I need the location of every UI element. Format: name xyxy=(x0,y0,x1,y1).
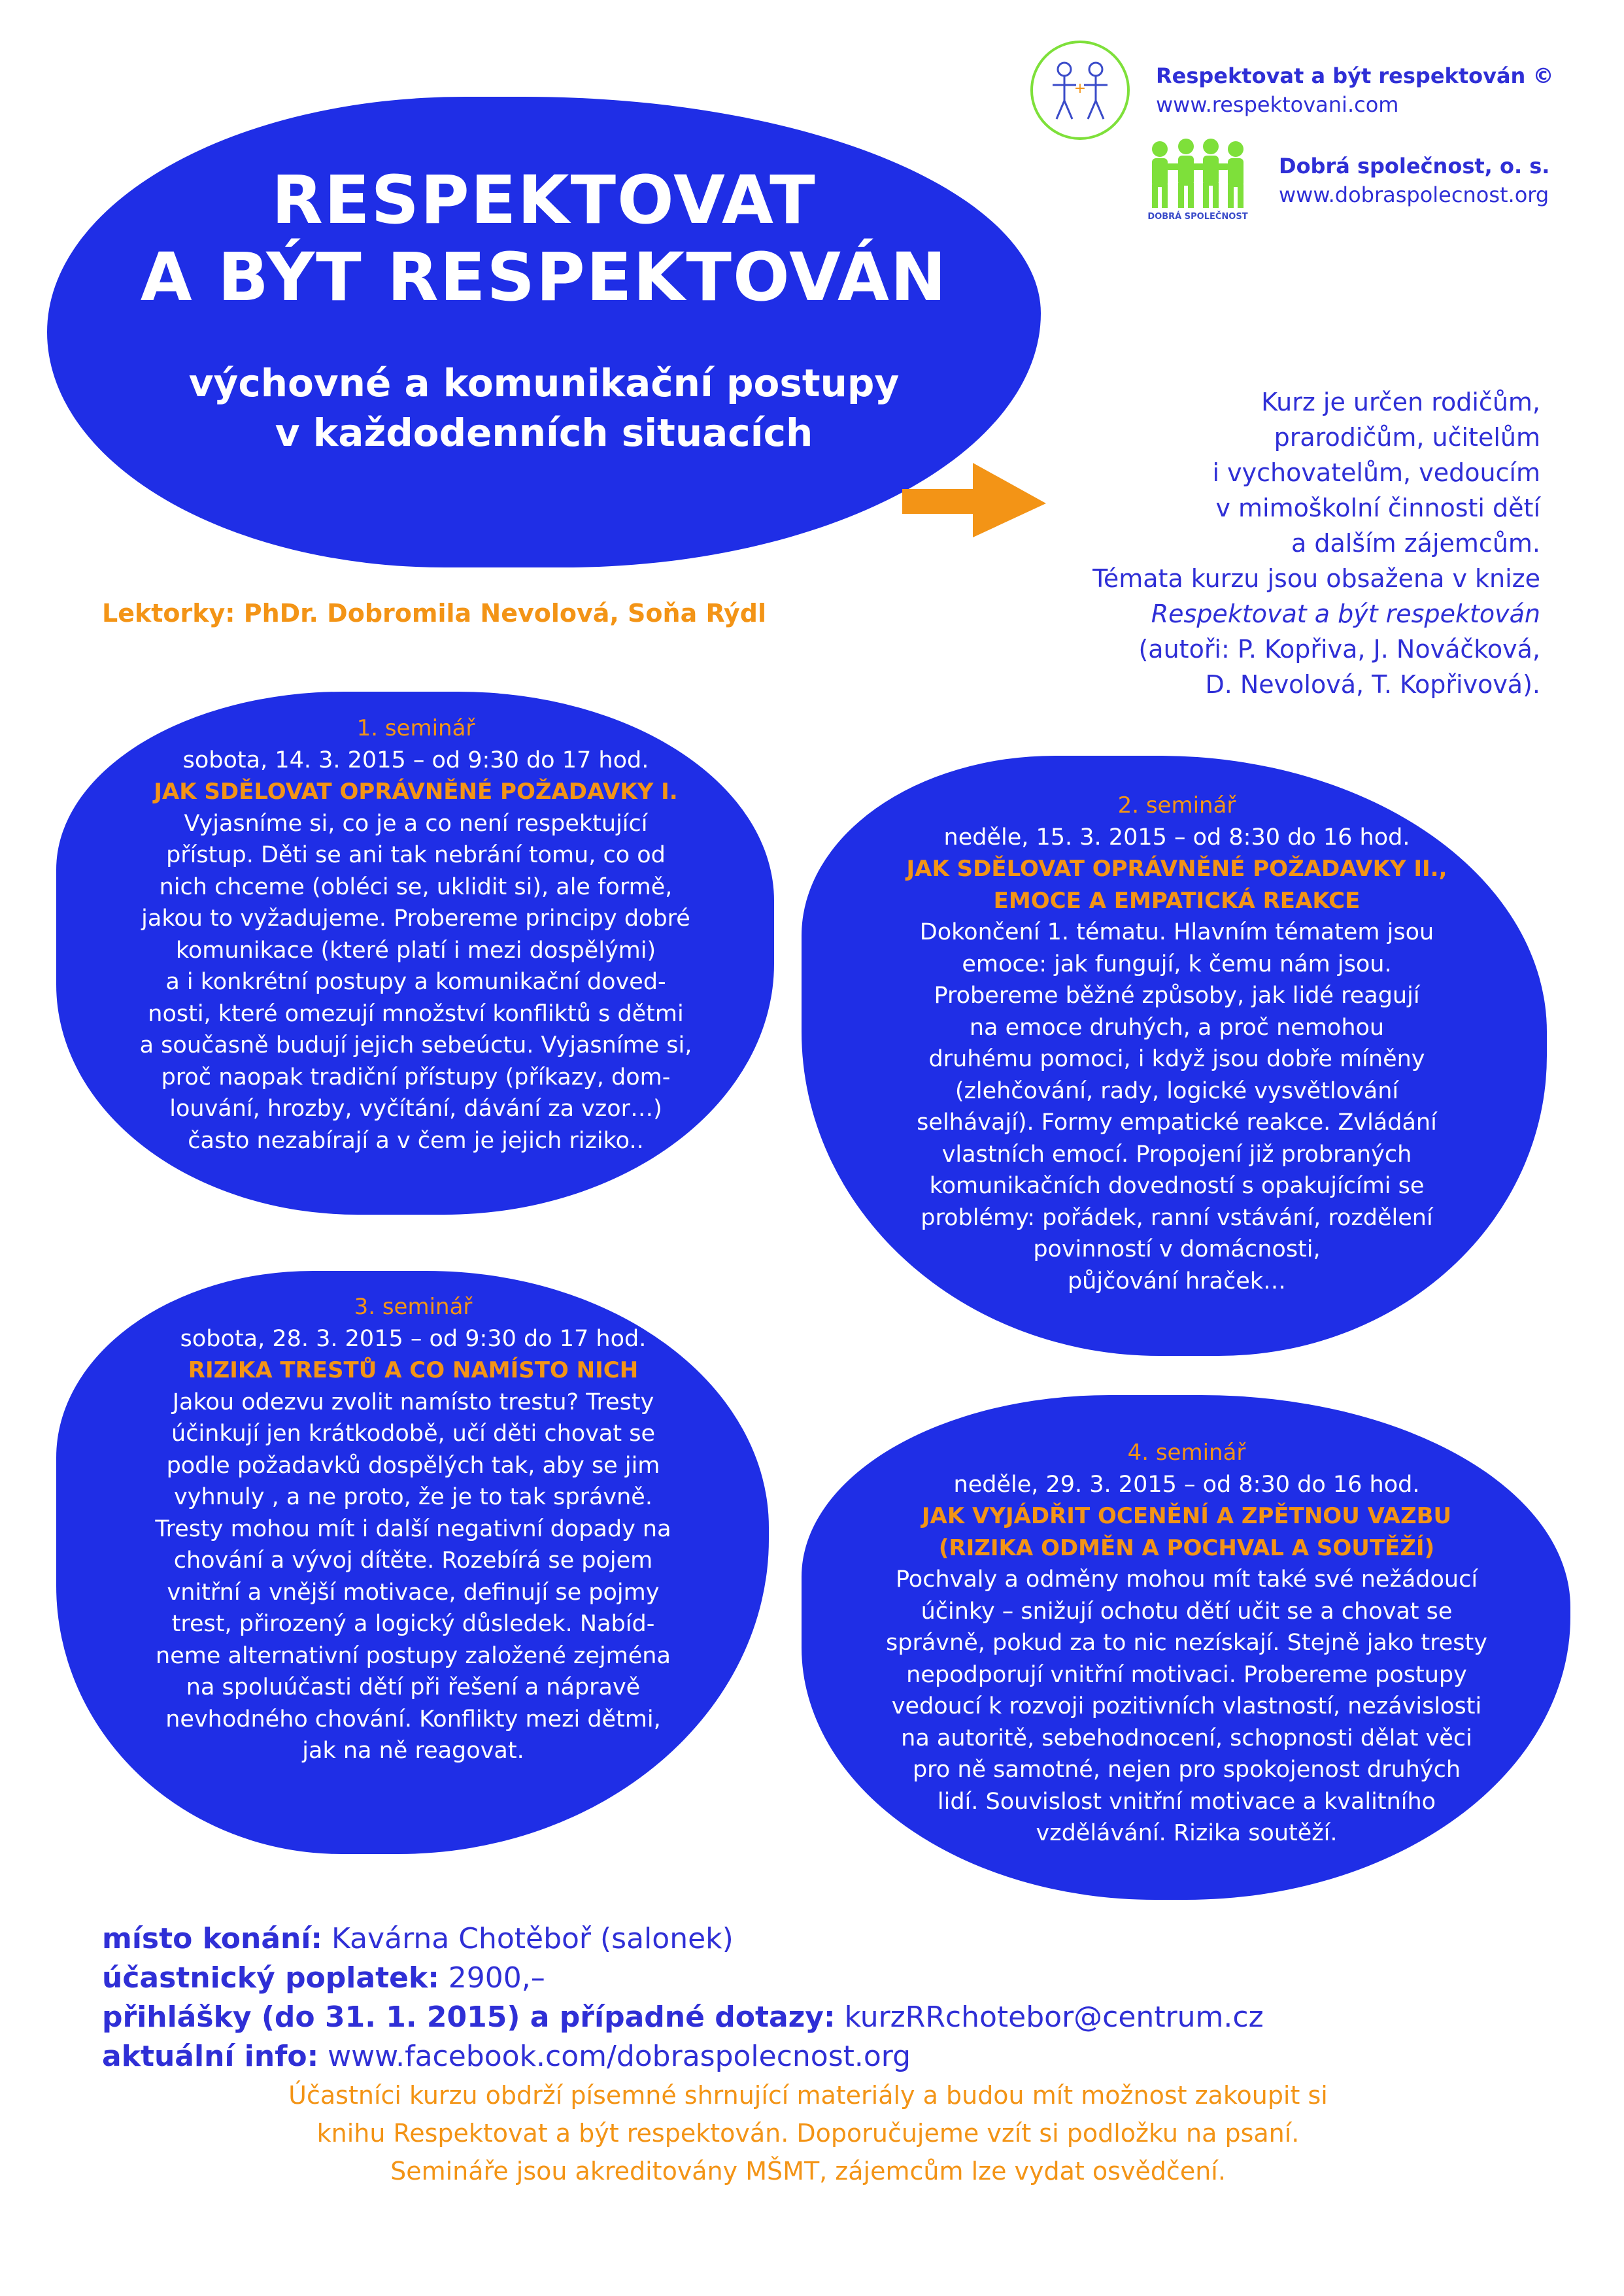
seminar-2-heading: JAK SDĚLOVAT OPRÁVNĚNÉ POŽADAVKY II., xyxy=(906,856,1447,882)
logo2-url[interactable]: www.dobraspolecnost.org xyxy=(1279,182,1549,207)
page-subtitle: výchovné a komunikační postupy v každodenních situacích xyxy=(188,361,900,455)
logo2-caption: DOBRÁ SPOLEČNOST xyxy=(1147,212,1248,222)
email-link[interactable]: kurzRRchotebor@centrum.cz xyxy=(835,2001,1264,2034)
seminar-3-date: sobota, 28. 3. 2015 – od 9:30 do 17 hod. xyxy=(180,1325,647,1352)
seminar-4-date: neděle, 29. 3. 2015 – od 8:30 do 16 hod. xyxy=(953,1471,1420,1498)
info-registration: přihlášky (do 31. 1. 2015) a případné dotazy: kurzRRchotebor@centrum.cz xyxy=(102,2001,1264,2034)
course-intro: Kurz je určen rodičům, prarodičům, učitelům i vychovatelům, vedoucím v mimoškolní činnosti dětí a dalším zájemcům. Témata kurzu jsou obsažena v knize Respektovat a být respektován (autoři: P. Kopřiva, J. Nováčková, D. Nevolová, T. Kopřivová). xyxy=(952,384,1540,702)
logo1-url[interactable]: www.respektovani.com xyxy=(1156,92,1399,117)
logo1-name: Respektovat a být respektován © xyxy=(1156,63,1554,88)
seminar-1: 1. seminář sobota, 14. 3. 2015 – od 9:30 do 17 hod. JAK SDĚLOVAT OPRÁVNĚNÉ POŽADAVKY I. Vyjasníme si, co je a co není respektující přístup. Děti se ani tak nebrání tomu, co od nich chceme (obléci se, uklidit si), ale formě, jakou to vyžadujeme. Probereme principy dobré komunikace (které platí i mezi dospělými) a i konkrétní postupy a komunikační doved- nosti, které omezují množství konfliktů s dětmi a současně budují jejich sebeúctu. Vyjasníme si, proč naopak tradiční přístupy (příkazy, dom- louvání, hrozby, vyčítání, dávání za vzor…) často nezabírají a v čem je jejich riziko.. xyxy=(63,713,769,1156)
seminar-3-number: 3. seminář xyxy=(354,1294,473,1320)
seminar-2-number: 2. seminář xyxy=(1117,792,1236,819)
seminar-4: 4. seminář neděle, 29. 3. 2015 – od 8:30 do 16 hod. JAK VYJÁDŘIT OCENĚNÍ A ZPĚTNOU VAZBU (RIZIKA ODMĚN A POCHVAL A SOUTĚŽÍ) Pochvaly a odměny mohou mít také své nežádoucí účinky – snižují ochotu dětí učit se a chovat se správně, pokud za to nic nezískají. Stejně jako tresty nepodporují vnitřní motivaci. Probereme postupy vedoucí k rozvoji pozitivních vlastností, nezávislosti na autoritě, sebehodnocení, schopnosti dělat věci pro ně samotné, nejen pro spokojenost druhých lidí. Souvislost vnitřní motivace a kvalitního vzdělávání. Rizika soutěží. xyxy=(811,1437,1563,1849)
course-info xyxy=(102,1919,1264,2076)
info-place: místo konání: Kavárna Chotěboř (salonek) xyxy=(102,1922,734,1955)
seminar-4-number: 4. seminář xyxy=(1127,1440,1246,1466)
respektovani-logo-icon xyxy=(1028,38,1132,143)
participants-note: Účastníci kurzu obdrží písemné shrnující materiály a budou mít možnost zakoupit si knihu Respektovat a být respektován. Doporučujeme vzít si podložku na psaní. Semináře jsou akreditovány MŠMT, zájemcům lze vydat osvědčení. xyxy=(288,2081,1328,2186)
logo-respektovani xyxy=(1028,38,1553,143)
seminar-1-number: 1. seminář xyxy=(356,715,475,741)
svg-text:+: + xyxy=(1074,80,1087,97)
seminar-3: 3. seminář sobota, 28. 3. 2015 – od 9:30 do 17 hod. RIZIKA TRESTŮ A CO NAMÍSTO NICH Jakou odezvu zvolit namísto trestu? Tresty účinkují jen krátkodobě, učí děti chovat se podle požadavků dospělých tak, aby se jim vyhnuly , a ne proto, že je to tak správně. Tresty mohou mít i další negativní dopady na chování a vývoj dítěte. Rozebírá se pojem vnitřní a vnější motivace, definují se pojmy trest, přirozený a logický důsledek. Nabíd- neme alternativní postupy založené zejména na spoluúčasti dětí při řešení a nápravě nevhodného chování. Konflikty mezi dětmi, jak na ně reagovat. xyxy=(60,1291,766,1767)
dobra-spolecnost-logo-icon xyxy=(1145,139,1250,211)
facebook-link[interactable]: www.facebook.com/dobraspolecnost.org xyxy=(318,2040,911,2073)
page-title: RESPEKTOVAT A BÝT RESPEKTOVÁN xyxy=(140,161,948,316)
book-title: Respektovat a být respektován xyxy=(1151,599,1540,628)
seminar-2-date: neděle, 15. 3. 2015 – od 8:30 do 16 hod. xyxy=(943,824,1410,851)
lectors: Lektorky: PhDr. Dobromila Nevolová, Soňa Rýdl xyxy=(102,599,766,628)
seminar-4-heading: JAK VYJÁDŘIT OCENĚNÍ A ZPĚTNOU VAZBU xyxy=(921,1503,1452,1529)
seminar-1-heading: JAK SDĚLOVAT OPRÁVNĚNÉ POŽADAVKY I. xyxy=(154,779,678,805)
seminar-2: 2. seminář neděle, 15. 3. 2015 – od 8:30 do 16 hod. JAK SDĚLOVAT OPRÁVNĚNÉ POŽADAVKY II., EMOCE A EMPATICKÁ REAKCE Dokončení 1. tématu. Hlavním tématem jsou emoce: jak fungují, k čemu nám jsou. Probereme běžné způsoby, jak lidé reagují na emoce druhých, a proč nemohou druhému pomoci, i když jsou dobře míněny (zlehčování, rady, logické vysvětlování selhávají). Formy empatické reakce. Zvládání vlastních emocí. Propojení již probraných komunikačních dovedností s opakujícími se problémy: pořádek, ranní vstávání, rozdělení povinností v domácnosti, půjčování hraček… xyxy=(817,790,1536,1297)
info-news: aktuální info: www.facebook.com/dobraspolecnost.org xyxy=(102,2040,911,2073)
logo-dobra-spolecnost xyxy=(1145,139,1549,222)
info-fee: účastnický poplatek: 2900,– xyxy=(102,1961,545,1995)
logo2-name: Dobrá společnost, o. s. xyxy=(1279,154,1550,178)
seminar-1-date: sobota, 14. 3. 2015 – od 9:30 do 17 hod. xyxy=(182,747,649,773)
seminar-3-heading: RIZIKA TRESTŮ A CO NAMÍSTO NICH xyxy=(188,1357,639,1383)
